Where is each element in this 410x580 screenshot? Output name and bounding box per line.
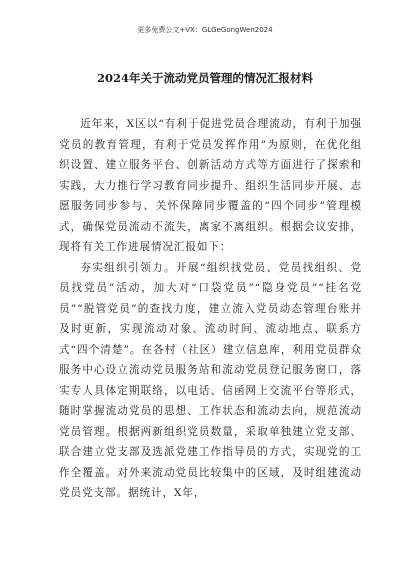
paragraph-intro: 近年来，X区以“有利于促进党员合理流动，有利于加强党员的教育管理，有利于党员发挥作用”为原则，在优化组织设置、建立服务平台、创新活动方式等方面进行了探索和实践，大力推行学习教育同步提升、组织生活同步开展、志愿服务同步参与、关怀保障同步覆盖的“四个同步”管理模式，确保党员流动不流失，离家不离组织。根据会议安排，现将有关工作进展情况汇报如下： (59, 118, 362, 253)
document-body (59, 114, 362, 504)
page-header: 更多免费公文+VX：GLGeGongWen2024 (137, 26, 273, 34)
paragraph-organization: 夯实组织引领力。开展“组织找党员、党员找组织、党员找党员”活动，加大对“口袋党员”“隐身党员”“挂名党员”“脱管党员”的查找力度，建立流入党员动态管理台账并及时更新，实现流动对象、流动时间、流动地点、联系方式“四个清楚”。在各村（社区）建立信息库，利用党员群众服务中心设立流动党员服务站和流动党员登记服务窗口，落实专人具体定期联络，以电话、信函网上交流平台等形式，随时掌握流动党员的思想、工作状态和流动去向，规范流动党员管理。根据两新组织党员数量，采取单独建立党支部、联合建立党支部及选派党建工作指导员的方式，实现党的工作全覆盖。对外来流动党员比较集中的区域，及时组建流动党员党支部。据统计，X年， (59, 261, 362, 499)
document-title: 2024年关于流动党员管理的情况汇报材料 (96, 71, 313, 85)
